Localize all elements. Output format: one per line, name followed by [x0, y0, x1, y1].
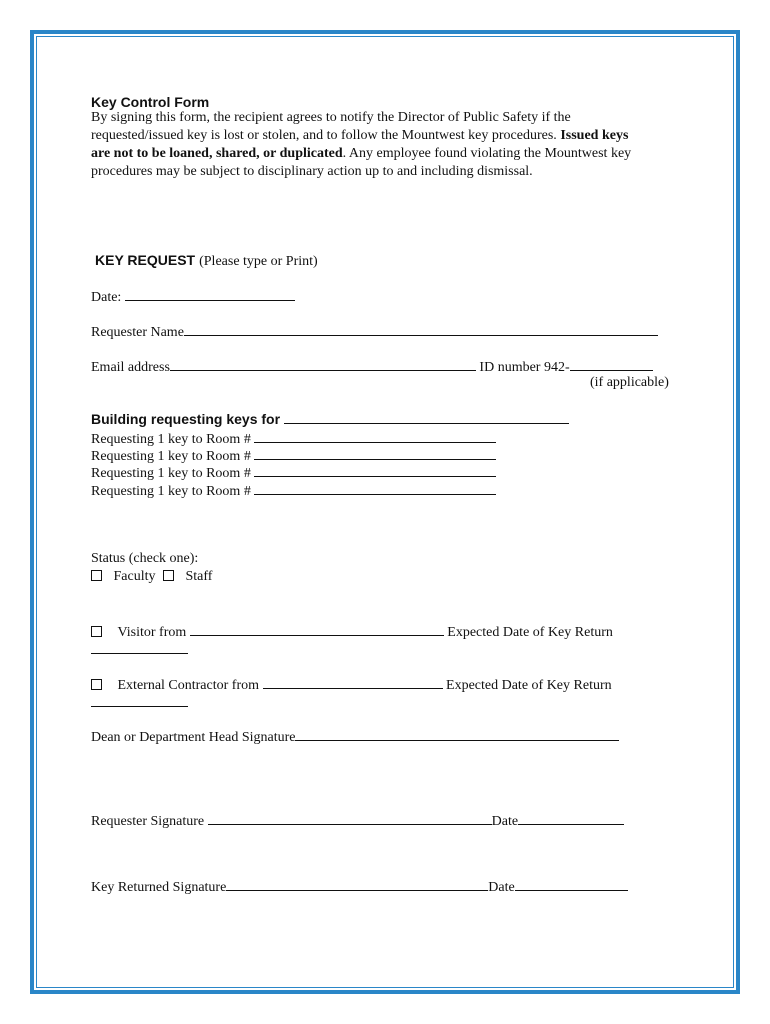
date-label: Date:	[91, 290, 122, 305]
room-row	[91, 481, 496, 500]
faculty-checkbox[interactable]	[91, 570, 102, 581]
email-field[interactable]	[170, 357, 476, 371]
requester-date-field[interactable]	[518, 811, 624, 825]
faculty-label: Faculty	[113, 569, 156, 584]
room-label: Requesting 1 key to Room #	[91, 449, 251, 464]
key-request-heading: KEY REQUEST	[95, 252, 196, 268]
visitor-expected-return-label: Expected Date of Key Return	[447, 625, 613, 640]
intro-line-1: By signing this form, the recipient agrees to notify the Director of Public Safety if the	[91, 110, 571, 125]
id-note: (if applicable)	[590, 375, 669, 390]
intro-paragraph	[91, 109, 671, 181]
intro-line-4: procedures may be subject to disciplinary action up to and including dismissal.	[91, 164, 533, 179]
key-returned-signature-field[interactable]	[226, 877, 488, 891]
key-returned-date-label: Date	[488, 880, 515, 895]
room-label: Requesting 1 key to Room #	[91, 432, 251, 447]
contractor-return-date-row	[91, 693, 188, 712]
room-field[interactable]	[254, 463, 496, 477]
key-request-header	[95, 252, 318, 270]
contractor-checkbox[interactable]	[91, 679, 102, 690]
requester-date-label: Date	[491, 814, 519, 829]
form-title: Key Control Form	[91, 94, 210, 110]
visitor-return-date-field[interactable]	[91, 640, 188, 654]
visitor-row	[91, 622, 613, 641]
dean-signature-label: Dean or Department Head Signature	[91, 730, 296, 745]
requester-name-field[interactable]	[184, 322, 658, 336]
key-request-subheading: (Please type or Print)	[199, 254, 318, 269]
intro-line-2: requested/issued key is lost or stolen, and to follow the Mountwest key procedures. Issued keys	[91, 128, 629, 143]
email-label: Email address	[91, 360, 170, 375]
room-row	[91, 463, 496, 482]
id-number-field[interactable]	[570, 357, 653, 371]
room-label: Requesting 1 key to Room #	[91, 466, 251, 481]
building-row	[91, 410, 569, 429]
visitor-return-date-row	[91, 640, 188, 659]
room-field[interactable]	[254, 429, 496, 443]
date-row	[91, 287, 295, 306]
staff-label: Staff	[185, 569, 213, 584]
contractor-expected-return-label: Expected Date of Key Return	[446, 678, 612, 693]
key-returned-signature-row	[91, 877, 628, 896]
intro-line-3: are not to be loaned, shared, or duplicated. Any employee found violating the Mountwest key	[91, 146, 632, 161]
visitor-checkbox[interactable]	[91, 626, 102, 637]
id-number-label: ID number 942-	[479, 360, 570, 375]
room-field[interactable]	[254, 481, 496, 495]
requester-name-row	[91, 322, 658, 341]
contractor-row	[91, 675, 612, 694]
key-returned-signature-label: Key Returned Signature	[91, 880, 227, 895]
requester-signature-label: Requester Signature	[91, 814, 205, 829]
visitor-label: Visitor from	[117, 625, 187, 640]
requester-signature-row	[91, 811, 624, 830]
dean-signature-field[interactable]	[295, 727, 619, 741]
requester-name-label: Requester Name	[91, 325, 184, 340]
room-field[interactable]	[254, 446, 496, 460]
building-field[interactable]	[284, 410, 569, 424]
date-field[interactable]	[125, 287, 295, 301]
status-faculty-staff-row	[91, 569, 212, 585]
key-returned-date-field[interactable]	[515, 877, 628, 891]
status-label: Status (check one):	[91, 551, 199, 566]
contractor-label: External Contractor from	[117, 678, 260, 693]
building-label: Building requesting keys for	[91, 411, 281, 427]
visitor-from-field[interactable]	[190, 622, 444, 636]
dean-signature-row	[91, 727, 619, 746]
requester-signature-field[interactable]	[208, 811, 492, 825]
email-row	[91, 357, 653, 376]
contractor-return-date-field[interactable]	[91, 693, 188, 707]
contractor-from-field[interactable]	[263, 675, 443, 689]
room-label: Requesting 1 key to Room #	[91, 484, 251, 499]
staff-checkbox[interactable]	[163, 570, 174, 581]
